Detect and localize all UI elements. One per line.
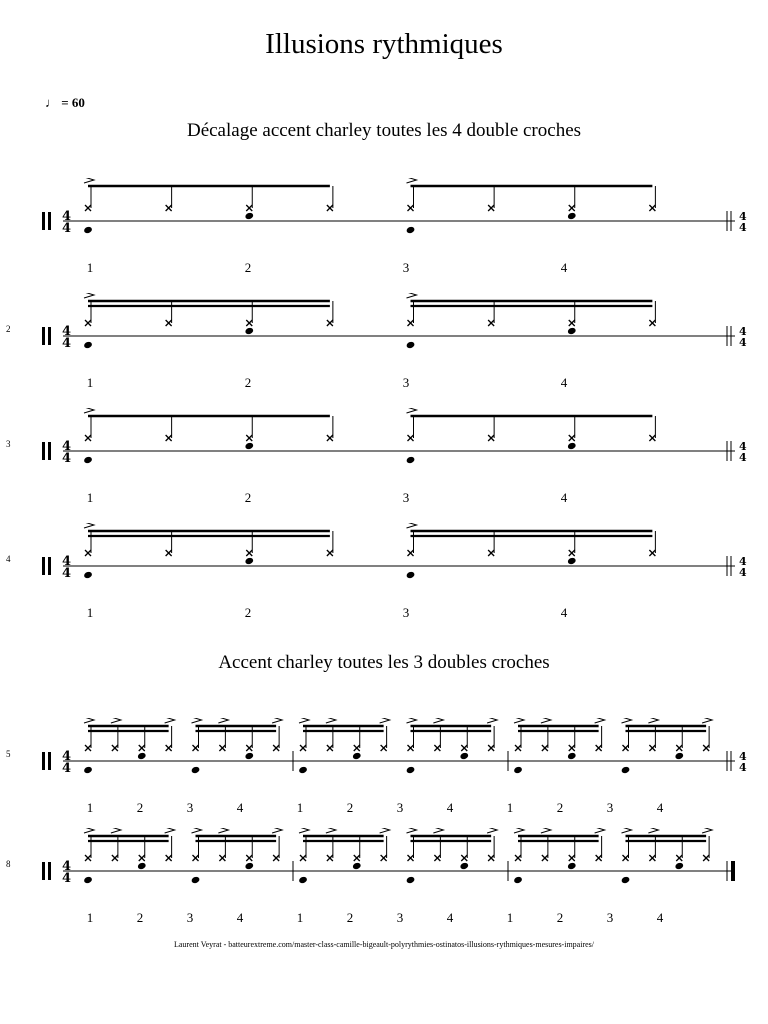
beat-count-label: 4 (656, 910, 664, 925)
snare-note (567, 752, 577, 760)
beat-count-label: 2 (556, 800, 564, 815)
snare-note (352, 752, 362, 760)
accent-mark (702, 718, 712, 723)
accent-mark (622, 828, 632, 833)
snare-note (352, 862, 362, 870)
time-signature-bottom: 4 (62, 336, 72, 351)
time-signature-bottom: 4 (62, 761, 72, 776)
percussion-clef (42, 442, 45, 460)
bass-drum-note (83, 341, 93, 349)
beat-count-label: 2 (136, 910, 144, 925)
beat-count-label: 1 (506, 800, 514, 815)
accent-mark (299, 718, 309, 723)
snare-note (244, 752, 254, 760)
accent-mark (218, 718, 228, 723)
percussion-clef (42, 557, 45, 575)
accent-mark (648, 828, 658, 833)
footer-credit: Laurent Veyrat - batteurextreme.com/master-class-camille-bigeault-polyrythmies-ostinatos-illusions-rythmiques-mesures-impaires/ (173, 940, 594, 949)
accent-mark (487, 828, 497, 833)
beat-count-label: 2 (346, 910, 354, 925)
time-signature-top: 4 (62, 749, 72, 764)
accent-mark (165, 828, 175, 833)
staff-system (0, 828, 768, 938)
section-heading-1: Décalage accent charley toutes les 4 double croches (186, 120, 582, 141)
time-signature-top: 4 (62, 324, 72, 339)
accent-mark (487, 718, 497, 723)
section-heading-2: Accent charley toutes les 3 doubles croches (218, 652, 550, 673)
snare-note (244, 212, 254, 220)
bass-drum-note (621, 766, 631, 774)
snare-note (244, 442, 254, 450)
beat-count-label: 3 (186, 910, 194, 925)
beat-count-label: 1 (86, 910, 94, 925)
tempo-marking: ♩ = 60 (45, 95, 85, 110)
time-signature-bottom: 4 (62, 871, 72, 886)
bass-drum-note (191, 766, 201, 774)
courtesy-time-signature: 4 (739, 555, 747, 568)
beat-count-label: 1 (86, 605, 94, 620)
bass-drum-note (83, 226, 93, 234)
accent-mark (595, 828, 605, 833)
percussion-clef (42, 752, 45, 770)
accent-mark (84, 828, 94, 833)
beat-count-label: 3 (396, 800, 404, 815)
staff-system (0, 293, 768, 403)
score-title: Illusions rythmiques (265, 28, 503, 60)
time-signature-top: 4 (62, 439, 72, 454)
bass-drum-note (406, 341, 416, 349)
accent-mark (111, 828, 121, 833)
beat-count-label: 3 (402, 490, 410, 505)
courtesy-time-signature: 4 (739, 325, 747, 338)
bass-drum-note (83, 876, 93, 884)
snare-note (674, 752, 684, 760)
snare-note (459, 862, 469, 870)
system-number: 4 (6, 554, 11, 564)
beat-count-label: 4 (236, 800, 244, 815)
courtesy-time-signature: 4 (739, 210, 747, 223)
beat-count-label: 2 (244, 260, 252, 275)
beat-count-label: 2 (346, 800, 354, 815)
beat-count-label: 1 (86, 800, 94, 815)
staff-system (0, 718, 768, 828)
time-signature-bottom: 4 (62, 221, 72, 236)
courtesy-time-signature: 4 (739, 440, 747, 453)
staff-system (0, 178, 768, 288)
accent-mark (541, 828, 551, 833)
accent-mark (380, 828, 390, 833)
beat-count-label: 4 (560, 605, 568, 620)
accent-mark (433, 828, 443, 833)
snare-note (567, 442, 577, 450)
time-signature-top: 4 (62, 209, 72, 224)
accent-mark (407, 523, 417, 528)
beat-count-label: 4 (560, 375, 568, 390)
accent-mark (648, 718, 658, 723)
svg-text:4: 4 (739, 336, 747, 349)
beat-count-label: 4 (560, 260, 568, 275)
bass-drum-note (83, 456, 93, 464)
accent-mark (407, 828, 417, 833)
beat-count-label: 4 (656, 800, 664, 815)
snare-note (244, 862, 254, 870)
time-signature-bottom: 4 (62, 451, 72, 466)
beat-count-label: 2 (556, 910, 564, 925)
beat-count-label: 1 (86, 260, 94, 275)
accent-mark (272, 718, 282, 723)
beat-count-label: 3 (402, 605, 410, 620)
accent-mark (84, 718, 94, 723)
system-number: 3 (6, 439, 11, 449)
bass-drum-note (406, 766, 416, 774)
snare-note (567, 212, 577, 220)
beat-count-label: 4 (446, 910, 454, 925)
beat-count-label: 2 (244, 490, 252, 505)
accent-mark (272, 828, 282, 833)
bass-drum-note (406, 876, 416, 884)
snare-note (244, 557, 254, 565)
accent-mark (84, 178, 94, 183)
accent-mark (514, 718, 524, 723)
beat-count-label: 1 (86, 490, 94, 505)
snare-note (244, 327, 254, 335)
bass-drum-note (513, 876, 523, 884)
beat-count-label: 3 (606, 800, 614, 815)
beat-count-label: 1 (296, 910, 304, 925)
final-bar-line (731, 861, 735, 881)
accent-mark (165, 718, 175, 723)
percussion-clef (42, 212, 45, 230)
beat-count-label: 3 (402, 375, 410, 390)
beat-count-label: 3 (396, 910, 404, 925)
bass-drum-note (83, 571, 93, 579)
bass-drum-note (83, 766, 93, 774)
beat-count-label: 4 (560, 490, 568, 505)
accent-mark (218, 828, 228, 833)
courtesy-time-signature: 4 (739, 750, 747, 763)
accent-mark (111, 718, 121, 723)
system-number: 8 (6, 859, 11, 869)
beat-count-label: 4 (446, 800, 454, 815)
accent-mark (622, 718, 632, 723)
accent-mark (407, 408, 417, 413)
bass-drum-note (406, 226, 416, 234)
beat-count-label: 2 (244, 375, 252, 390)
accent-mark (407, 178, 417, 183)
svg-text:4: 4 (739, 566, 747, 579)
accent-mark (84, 408, 94, 413)
beat-count-label: 3 (606, 910, 614, 925)
accent-mark (326, 718, 336, 723)
beat-count-label: 1 (86, 375, 94, 390)
beat-count-label: 2 (244, 605, 252, 620)
bass-drum-note (298, 876, 308, 884)
snare-note (137, 862, 147, 870)
snare-note (674, 862, 684, 870)
percussion-clef (42, 327, 45, 345)
bass-drum-note (191, 876, 201, 884)
time-signature-bottom: 4 (62, 566, 72, 581)
accent-mark (407, 293, 417, 298)
accent-mark (192, 718, 202, 723)
percussion-clef (42, 862, 45, 880)
bass-drum-note (621, 876, 631, 884)
accent-mark (407, 718, 417, 723)
accent-mark (326, 828, 336, 833)
bass-drum-note (406, 571, 416, 579)
system-number: 5 (6, 749, 11, 759)
accent-mark (702, 828, 712, 833)
bass-drum-note (513, 766, 523, 774)
accent-mark (192, 828, 202, 833)
system-number: 2 (6, 324, 11, 334)
beat-count-label: 3 (186, 800, 194, 815)
accent-mark (84, 293, 94, 298)
snare-note (567, 557, 577, 565)
svg-text:4: 4 (739, 221, 747, 234)
bass-drum-note (406, 456, 416, 464)
bass-drum-note (298, 766, 308, 774)
staff-system (0, 408, 768, 518)
beat-count-label: 2 (136, 800, 144, 815)
svg-text:4: 4 (739, 761, 747, 774)
beat-count-label: 1 (506, 910, 514, 925)
accent-mark (595, 718, 605, 723)
snare-note (567, 327, 577, 335)
accent-mark (541, 718, 551, 723)
beat-count-label: 1 (296, 800, 304, 815)
accent-mark (433, 718, 443, 723)
staff-system (0, 523, 768, 633)
beat-count-label: 3 (402, 260, 410, 275)
accent-mark (514, 828, 524, 833)
time-signature-top: 4 (62, 859, 72, 874)
beat-count-label: 4 (236, 910, 244, 925)
accent-mark (84, 523, 94, 528)
snare-note (137, 752, 147, 760)
accent-mark (299, 828, 309, 833)
snare-note (459, 752, 469, 760)
accent-mark (380, 718, 390, 723)
svg-text:4: 4 (739, 451, 747, 464)
time-signature-top: 4 (62, 554, 72, 569)
snare-note (567, 862, 577, 870)
